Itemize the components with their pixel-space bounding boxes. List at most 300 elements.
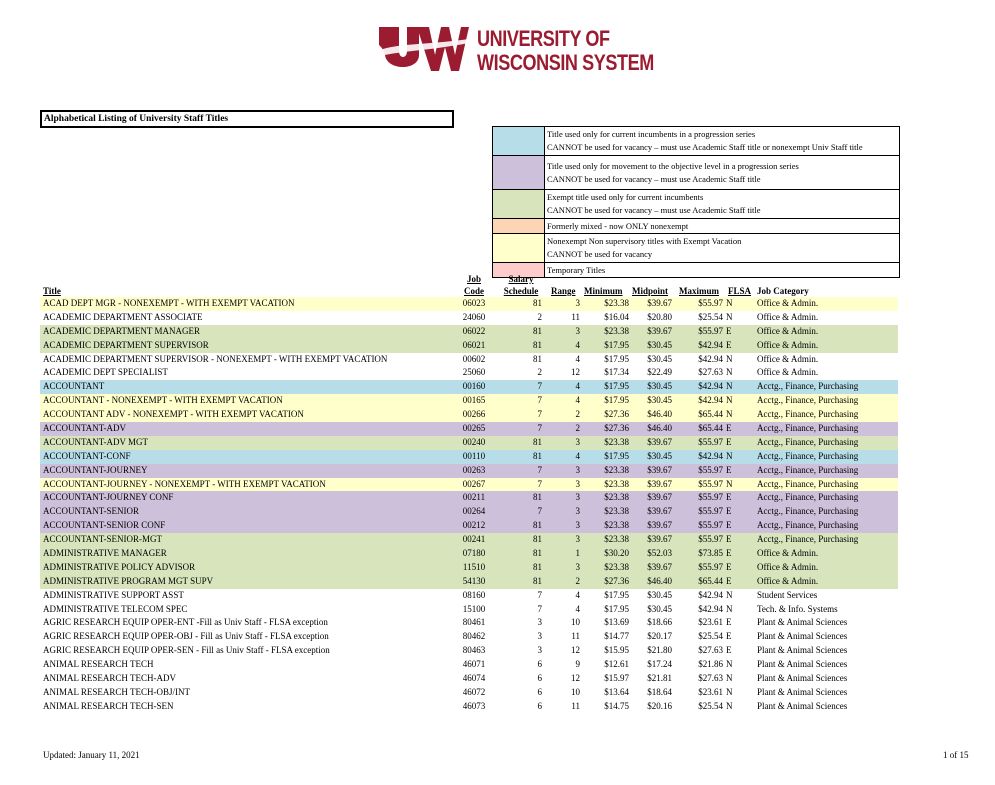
job-category-cell: Office & Admin. bbox=[757, 311, 819, 322]
job-category-cell: Acctg., Finance, Purchasing bbox=[757, 450, 859, 461]
job-code-cell: 06022 bbox=[462, 325, 486, 336]
header-midpoint: Midpoint bbox=[632, 286, 669, 296]
flsa-cell: E bbox=[726, 645, 732, 656]
salary-schedule-cell: 81 bbox=[533, 561, 542, 572]
title-cell: ACCOUNTANT - NONEXEMPT - WITH EXEMPT VACATION bbox=[43, 395, 283, 406]
minimum-cell: $23.38 bbox=[604, 298, 629, 308]
range-cell: 10 bbox=[571, 686, 580, 697]
midpoint-cell: $30.45 bbox=[647, 353, 672, 364]
title-cell: ANIMAL RESEARCH TECH-SEN bbox=[43, 700, 174, 711]
job-category-cell: Office & Admin. bbox=[757, 339, 819, 350]
range-cell: 12 bbox=[571, 645, 580, 656]
maximum-cell: $27.63 bbox=[698, 673, 723, 684]
table-row bbox=[40, 436, 898, 450]
header-range: Range bbox=[551, 286, 576, 296]
document-title: Alphabetical Listing of University Staff Titles bbox=[40, 110, 454, 128]
job-code-cell: 00240 bbox=[462, 436, 486, 447]
title-cell: ACCOUNTANT-CONF bbox=[43, 450, 131, 461]
maximum-cell: $55.97 bbox=[698, 520, 723, 531]
midpoint-cell: $52.03 bbox=[647, 548, 672, 559]
table-row bbox=[40, 561, 898, 575]
flsa-cell: N bbox=[726, 589, 733, 600]
job-category-cell: Acctg., Finance, Purchasing bbox=[757, 381, 859, 392]
range-cell: 4 bbox=[575, 353, 580, 364]
flsa-cell: E bbox=[726, 492, 732, 503]
logo-line-2: WISCONSIN SYSTEM bbox=[477, 50, 654, 75]
logo-line-1: UNIVERSITY OF bbox=[477, 26, 610, 51]
minimum-cell: $16.04 bbox=[604, 311, 629, 322]
flsa-cell: E bbox=[726, 339, 732, 350]
flsa-cell: N bbox=[726, 603, 733, 614]
range-cell: 3 bbox=[575, 506, 580, 517]
legend-line: Temporary Titles bbox=[547, 264, 606, 275]
title-cell: ACCOUNTANT bbox=[43, 381, 105, 392]
flsa-cell: E bbox=[726, 561, 732, 572]
minimum-cell: $27.36 bbox=[604, 423, 629, 434]
salary-schedule-cell: 3 bbox=[537, 617, 542, 628]
flsa-cell: E bbox=[726, 534, 732, 545]
table-row bbox=[40, 394, 898, 408]
job-code-cell: 00241 bbox=[462, 534, 486, 545]
job-code-cell: 00160 bbox=[462, 381, 486, 392]
maximum-cell: $25.54 bbox=[698, 631, 723, 642]
header-flsa: FLSA bbox=[728, 286, 752, 296]
table-row bbox=[40, 644, 898, 658]
staff-titles-table bbox=[40, 297, 898, 714]
job-category-cell: Office & Admin. bbox=[757, 548, 819, 559]
range-cell: 3 bbox=[575, 478, 580, 489]
flsa-cell: E bbox=[726, 575, 732, 586]
flsa-cell: N bbox=[726, 673, 733, 684]
header-code: Code bbox=[464, 286, 484, 296]
maximum-cell: $42.94 bbox=[698, 603, 723, 614]
legend-text bbox=[545, 156, 799, 189]
title-cell: ADMINISTRATIVE SUPPORT ASST bbox=[43, 589, 184, 600]
title-cell: ACCOUNTANT-SENIOR-MGT bbox=[43, 534, 162, 545]
job-code-cell: 08160 bbox=[462, 589, 486, 600]
legend-swatch bbox=[493, 219, 545, 233]
minimum-cell: $23.38 bbox=[604, 436, 629, 447]
title-cell: ACCOUNTANT-JOURNEY bbox=[43, 464, 148, 475]
header-salary: Salary bbox=[508, 274, 534, 284]
maximum-cell: $55.97 bbox=[698, 298, 723, 308]
job-category-cell: Plant & Animal Sciences bbox=[757, 659, 848, 670]
maximum-cell: $65.44 bbox=[698, 423, 723, 434]
job-code-cell: 46072 bbox=[462, 686, 486, 697]
job-category-cell: Office & Admin. bbox=[757, 353, 819, 364]
job-category-cell: Office & Admin. bbox=[757, 325, 819, 336]
midpoint-cell: $46.40 bbox=[647, 423, 672, 434]
job-category-cell: Acctg., Finance, Purchasing bbox=[757, 395, 859, 406]
job-code-cell: 11510 bbox=[462, 561, 486, 572]
maximum-cell: $42.94 bbox=[698, 381, 723, 392]
table-row bbox=[40, 616, 898, 630]
minimum-cell: $17.95 bbox=[604, 450, 629, 461]
salary-schedule-cell: 2 bbox=[537, 367, 542, 378]
salary-schedule-cell: 7 bbox=[537, 423, 542, 434]
legend-line: CANNOT be used for vacancy – must use Academic Staff title bbox=[547, 205, 761, 215]
legend-line: CANNOT be used for vacancy – must use Academic Staff title or nonexempt Univ Staff title bbox=[547, 142, 863, 152]
maximum-cell: $42.94 bbox=[698, 353, 723, 364]
job-code-cell: 00212 bbox=[462, 520, 486, 531]
range-cell: 3 bbox=[575, 298, 580, 308]
legend-line: Exempt title used only for current incumbents bbox=[547, 192, 704, 202]
flsa-cell: E bbox=[726, 631, 732, 642]
table-row bbox=[40, 575, 898, 589]
salary-schedule-cell: 81 bbox=[533, 325, 542, 336]
flsa-cell: N bbox=[726, 409, 733, 420]
header-minimum: Minimum bbox=[584, 286, 623, 296]
flsa-cell: N bbox=[726, 659, 733, 670]
minimum-cell: $30.20 bbox=[604, 548, 629, 559]
title-cell: ANIMAL RESEARCH TECH bbox=[43, 659, 154, 670]
maximum-cell: $55.97 bbox=[698, 478, 723, 489]
job-code-cell: 00165 bbox=[462, 395, 486, 406]
legend-line: Title used only for current incumbents in a progression series bbox=[547, 129, 756, 139]
title-cell: ACADEMIC DEPARTMENT MANAGER bbox=[43, 325, 200, 336]
table-row bbox=[40, 422, 898, 436]
job-category-cell: Acctg., Finance, Purchasing bbox=[757, 534, 859, 545]
footer-updated: Updated: January 11, 2021 bbox=[43, 750, 140, 760]
legend-line: CANNOT be used for vacancy – must use Academic Staff title bbox=[547, 173, 761, 184]
minimum-cell: $13.64 bbox=[604, 686, 629, 697]
job-code-cell: 24060 bbox=[462, 311, 486, 322]
legend-row bbox=[493, 219, 899, 234]
range-cell: 1 bbox=[575, 548, 580, 559]
legend-row bbox=[493, 190, 899, 219]
midpoint-cell: $39.67 bbox=[647, 534, 672, 545]
range-cell: 11 bbox=[571, 700, 580, 711]
range-cell: 2 bbox=[575, 423, 580, 434]
flsa-cell: E bbox=[726, 464, 732, 475]
job-code-cell: 00264 bbox=[462, 506, 486, 517]
legend-swatch bbox=[493, 156, 545, 189]
job-category-cell: Student Services bbox=[757, 589, 818, 600]
salary-schedule-cell: 7 bbox=[537, 464, 542, 475]
minimum-cell: $23.38 bbox=[604, 561, 629, 572]
minimum-cell: $17.95 bbox=[604, 589, 629, 600]
job-category-cell: Acctg., Finance, Purchasing bbox=[757, 492, 859, 503]
table-row bbox=[40, 366, 898, 380]
maximum-cell: $55.97 bbox=[698, 464, 723, 475]
maximum-cell: $55.97 bbox=[698, 506, 723, 517]
job-category-cell: Plant & Animal Sciences bbox=[757, 700, 848, 711]
minimum-cell: $23.38 bbox=[604, 534, 629, 545]
midpoint-cell: $39.67 bbox=[647, 506, 672, 517]
table-row bbox=[40, 658, 898, 672]
maximum-cell: $25.54 bbox=[698, 311, 723, 322]
flsa-cell: N bbox=[726, 381, 733, 392]
midpoint-cell: $21.80 bbox=[647, 645, 672, 656]
minimum-cell: $17.95 bbox=[604, 339, 629, 350]
flsa-cell: N bbox=[726, 353, 733, 364]
minimum-cell: $27.36 bbox=[604, 409, 629, 420]
salary-schedule-cell: 81 bbox=[533, 520, 542, 531]
color-legend bbox=[492, 126, 900, 278]
minimum-cell: $13.69 bbox=[604, 617, 629, 628]
header-title: Title bbox=[43, 286, 61, 296]
table-row bbox=[40, 603, 898, 617]
title-cell: ACADEMIC DEPARTMENT ASSOCIATE bbox=[43, 311, 203, 322]
job-code-cell: 07180 bbox=[462, 548, 486, 559]
maximum-cell: $73.85 bbox=[698, 548, 723, 559]
job-category-cell: Acctg., Finance, Purchasing bbox=[757, 409, 859, 420]
maximum-cell: $27.63 bbox=[698, 645, 723, 656]
table-row bbox=[40, 672, 898, 686]
table-row bbox=[40, 505, 898, 519]
title-cell: ACADEMIC DEPARTMENT SUPERVISOR - NONEXEMPT - WITH EXEMPT VACATION bbox=[43, 353, 388, 364]
job-code-cell: 46074 bbox=[462, 673, 486, 684]
header-maximum: Maximum bbox=[679, 286, 719, 296]
job-code-cell: 00110 bbox=[462, 450, 486, 461]
midpoint-cell: $20.80 bbox=[647, 311, 672, 322]
minimum-cell: $17.95 bbox=[604, 603, 629, 614]
job-code-cell: 46071 bbox=[462, 659, 486, 670]
salary-schedule-cell: 81 bbox=[533, 548, 542, 559]
table-row bbox=[40, 700, 898, 714]
maximum-cell: $23.61 bbox=[698, 617, 723, 628]
table-row bbox=[40, 519, 898, 533]
flsa-cell: E bbox=[726, 436, 732, 447]
job-category-cell: Tech. & Info. Systems bbox=[757, 603, 838, 614]
range-cell: 4 bbox=[575, 381, 580, 392]
maximum-cell: $21.86 bbox=[698, 659, 723, 670]
table-row bbox=[40, 311, 898, 325]
job-code-cell: 46073 bbox=[462, 700, 486, 711]
maximum-cell: $65.44 bbox=[698, 575, 723, 586]
job-category-cell: Plant & Animal Sciences bbox=[757, 631, 848, 642]
title-cell: ACADEMIC DEPARTMENT SUPERVISOR bbox=[43, 339, 209, 350]
range-cell: 4 bbox=[575, 395, 580, 406]
range-cell: 3 bbox=[575, 492, 580, 503]
salary-schedule-cell: 81 bbox=[533, 436, 542, 447]
job-category-cell: Acctg., Finance, Purchasing bbox=[757, 464, 859, 475]
midpoint-cell: $21.81 bbox=[647, 673, 672, 684]
title-cell: ACCOUNTANT-ADV bbox=[43, 423, 126, 434]
salary-schedule-cell: 81 bbox=[533, 575, 542, 586]
legend-row bbox=[493, 263, 899, 277]
job-code-cell: 00265 bbox=[462, 423, 486, 434]
minimum-cell: $23.38 bbox=[604, 464, 629, 475]
salary-schedule-cell: 7 bbox=[537, 478, 542, 489]
midpoint-cell: $39.67 bbox=[647, 520, 672, 531]
range-cell: 12 bbox=[571, 673, 580, 684]
table-row bbox=[40, 380, 898, 394]
minimum-cell: $23.38 bbox=[604, 325, 629, 336]
job-category-cell: Plant & Animal Sciences bbox=[757, 645, 848, 656]
range-cell: 3 bbox=[575, 520, 580, 531]
salary-schedule-cell: 7 bbox=[537, 506, 542, 517]
table-row bbox=[40, 408, 898, 422]
legend-line: CANNOT be used for vacancy bbox=[547, 249, 653, 259]
legend-swatch bbox=[493, 234, 545, 262]
range-cell: 12 bbox=[571, 367, 580, 378]
table-row bbox=[40, 589, 898, 603]
job-code-cell: 00267 bbox=[462, 478, 486, 489]
title-cell: AGRIC RESEARCH EQUIP OPER-OBJ - Fill as Univ Staff - FLSA exception bbox=[43, 631, 329, 642]
legend-row bbox=[493, 234, 899, 263]
job-category-cell: Acctg., Finance, Purchasing bbox=[757, 436, 859, 447]
flsa-cell: N bbox=[726, 686, 733, 697]
title-cell: ADMINISTRATIVE TELECOM SPEC bbox=[43, 603, 188, 614]
salary-schedule-cell: 3 bbox=[537, 645, 542, 656]
maximum-cell: $42.94 bbox=[698, 589, 723, 600]
range-cell: 4 bbox=[575, 603, 580, 614]
legend-swatch bbox=[493, 127, 545, 155]
midpoint-cell: $30.45 bbox=[647, 603, 672, 614]
range-cell: 10 bbox=[571, 617, 580, 628]
flsa-cell: N bbox=[726, 311, 733, 322]
midpoint-cell: $22.49 bbox=[647, 367, 672, 378]
job-code-cell: 06023 bbox=[462, 298, 486, 308]
job-code-cell: 80462 bbox=[462, 631, 486, 642]
table-row bbox=[40, 630, 898, 644]
flsa-cell: E bbox=[726, 520, 732, 531]
job-category-cell: Office & Admin. bbox=[757, 367, 819, 378]
flsa-cell: E bbox=[726, 506, 732, 517]
salary-schedule-cell: 81 bbox=[533, 339, 542, 350]
flsa-cell: N bbox=[726, 478, 733, 489]
salary-schedule-cell: 81 bbox=[533, 450, 542, 461]
salary-schedule-cell: 2 bbox=[537, 311, 542, 322]
table-row bbox=[40, 325, 898, 339]
title-cell: ADMINISTRATIVE MANAGER bbox=[43, 548, 167, 559]
job-code-cell: 80463 bbox=[462, 645, 486, 656]
job-category-cell: Office & Admin. bbox=[757, 561, 819, 572]
minimum-cell: $23.38 bbox=[604, 492, 629, 503]
salary-schedule-cell: 7 bbox=[537, 589, 542, 600]
title-cell: ANIMAL RESEARCH TECH-OBJ/INT bbox=[43, 686, 191, 697]
midpoint-cell: $30.45 bbox=[647, 589, 672, 600]
flsa-cell: E bbox=[726, 548, 732, 559]
flsa-cell: E bbox=[726, 617, 732, 628]
salary-schedule-cell: 6 bbox=[537, 659, 542, 670]
midpoint-cell: $30.45 bbox=[647, 450, 672, 461]
job-code-cell: 06021 bbox=[462, 339, 486, 350]
maximum-cell: $27.63 bbox=[698, 367, 723, 378]
midpoint-cell: $17.24 bbox=[647, 659, 672, 670]
minimum-cell: $14.75 bbox=[604, 700, 629, 711]
legend-row bbox=[493, 156, 899, 190]
midpoint-cell: $18.64 bbox=[647, 686, 672, 697]
job-category-cell: Plant & Animal Sciences bbox=[757, 686, 848, 697]
range-cell: 2 bbox=[575, 409, 580, 420]
job-code-cell: 15100 bbox=[462, 603, 486, 614]
minimum-cell: $17.34 bbox=[604, 367, 629, 378]
range-cell: 4 bbox=[575, 339, 580, 350]
midpoint-cell: $30.45 bbox=[647, 395, 672, 406]
title-cell: ADMINISTRATIVE PROGRAM MGT SUPV bbox=[43, 575, 214, 586]
range-cell: 3 bbox=[575, 436, 580, 447]
maximum-cell: $55.97 bbox=[698, 436, 723, 447]
job-category-cell: Acctg., Finance, Purchasing bbox=[757, 520, 859, 531]
uw-logo-mark-icon bbox=[377, 25, 469, 73]
midpoint-cell: $39.67 bbox=[647, 298, 672, 308]
legend-text bbox=[545, 127, 863, 155]
job-category-cell: Plant & Animal Sciences bbox=[757, 617, 848, 628]
title-cell: ACCOUNTANT-ADV MGT bbox=[43, 436, 149, 447]
job-code-cell: 25060 bbox=[462, 367, 486, 378]
midpoint-cell: $20.17 bbox=[647, 631, 672, 642]
flsa-cell: N bbox=[726, 395, 733, 406]
table-row bbox=[40, 533, 898, 547]
legend-text bbox=[545, 234, 741, 262]
salary-schedule-cell: 6 bbox=[537, 673, 542, 684]
job-category-cell: Office & Admin. bbox=[757, 575, 819, 586]
job-category-cell: Acctg., Finance, Purchasing bbox=[757, 478, 859, 489]
maximum-cell: $55.97 bbox=[698, 561, 723, 572]
flsa-cell: N bbox=[726, 367, 733, 378]
range-cell: 3 bbox=[575, 561, 580, 572]
legend-text bbox=[545, 263, 605, 277]
legend-row bbox=[493, 127, 899, 156]
maximum-cell: $42.94 bbox=[698, 339, 723, 350]
table-row bbox=[40, 547, 898, 561]
job-category-cell: Acctg., Finance, Purchasing bbox=[757, 506, 859, 517]
salary-schedule-cell: 7 bbox=[537, 409, 542, 420]
header-schedule: Schedule bbox=[503, 286, 539, 296]
minimum-cell: $17.95 bbox=[604, 395, 629, 406]
table-row bbox=[40, 491, 898, 505]
title-cell: ACCOUNTANT-JOURNEY CONF bbox=[43, 492, 174, 503]
legend-line: Formerly mixed - now ONLY nonexempt bbox=[547, 220, 689, 231]
table-row bbox=[40, 464, 898, 478]
job-code-cell: 80461 bbox=[462, 617, 486, 628]
salary-schedule-cell: 81 bbox=[533, 534, 542, 545]
title-cell: ACCOUNTANT-SENIOR CONF bbox=[43, 520, 166, 531]
job-category-cell: Acctg., Finance, Purchasing bbox=[757, 423, 859, 434]
midpoint-cell: $39.67 bbox=[647, 478, 672, 489]
title-cell: ACAD DEPT MGR - NONEXEMPT - WITH EXEMPT VACATION bbox=[43, 298, 295, 308]
table-row bbox=[40, 478, 898, 492]
footer-page-number: 1 of 15 bbox=[943, 750, 969, 760]
midpoint-cell: $20.16 bbox=[647, 700, 672, 711]
salary-schedule-cell: 7 bbox=[537, 381, 542, 392]
salary-schedule-cell: 81 bbox=[533, 492, 542, 503]
title-cell: ACADEMIC DEPT SPECIALIST bbox=[43, 367, 168, 378]
table-row bbox=[40, 353, 898, 367]
flsa-cell: N bbox=[726, 700, 733, 711]
midpoint-cell: $39.67 bbox=[647, 464, 672, 475]
midpoint-cell: $39.67 bbox=[647, 561, 672, 572]
minimum-cell: $15.95 bbox=[604, 645, 629, 656]
minimum-cell: $12.61 bbox=[604, 659, 629, 670]
title-cell: ADMINISTRATIVE POLICY ADVISOR bbox=[43, 561, 196, 572]
job-code-cell: 00266 bbox=[462, 409, 486, 420]
maximum-cell: $55.97 bbox=[698, 325, 723, 336]
minimum-cell: $17.95 bbox=[604, 381, 629, 392]
job-code-cell: 00211 bbox=[462, 492, 486, 503]
table-row bbox=[40, 450, 898, 464]
job-code-cell: 54130 bbox=[462, 575, 486, 586]
maximum-cell: $25.54 bbox=[698, 700, 723, 711]
midpoint-cell: $30.45 bbox=[647, 339, 672, 350]
midpoint-cell: $18.66 bbox=[647, 617, 672, 628]
legend-line: Nonexempt Non supervisory titles with Exempt Vacation bbox=[547, 236, 742, 246]
minimum-cell: $15.97 bbox=[604, 673, 629, 684]
midpoint-cell: $39.67 bbox=[647, 436, 672, 447]
salary-schedule-cell: 6 bbox=[537, 686, 542, 697]
header-job: Job bbox=[466, 274, 481, 284]
range-cell: 3 bbox=[575, 534, 580, 545]
maximum-cell: $65.44 bbox=[698, 409, 723, 420]
minimum-cell: $17.95 bbox=[604, 353, 629, 364]
salary-schedule-cell: 7 bbox=[537, 395, 542, 406]
range-cell: 4 bbox=[575, 450, 580, 461]
flsa-cell: E bbox=[726, 423, 732, 434]
flsa-cell: E bbox=[726, 325, 732, 336]
title-cell: ACCOUNTANT-SENIOR bbox=[43, 506, 139, 517]
